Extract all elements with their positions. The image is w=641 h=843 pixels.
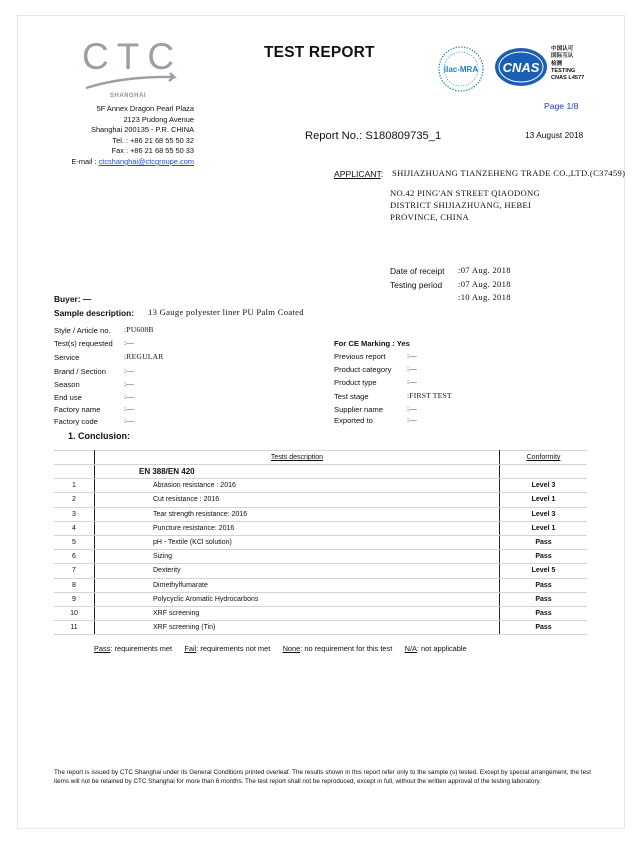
cnas-line: CNAS L4577 — [551, 75, 585, 82]
legend-text: : requirements met — [110, 644, 173, 653]
field-value: :PU608B — [124, 325, 154, 334]
testing-period-to: :10 Aug. 2018 — [458, 292, 511, 302]
conformity-value: Pass — [500, 606, 588, 620]
legend-text: : requirements not met — [196, 644, 271, 653]
field-value: :— — [407, 415, 418, 424]
conformity-header: Conformity — [500, 451, 588, 465]
company-address — [64, 104, 194, 168]
test-description: Tear strength resistance: 2016 — [95, 507, 500, 521]
tel-line: Tel. : +86 21 68 55 50 32 — [112, 135, 194, 145]
ilac-mra-logo — [437, 45, 485, 93]
field-value: :— — [124, 404, 135, 413]
conformity-value: Level 1 — [500, 493, 588, 507]
test-description: Cut resistance : 2016 — [95, 493, 500, 507]
field-label: Test(s) requested — [54, 339, 113, 348]
test-description: pH - Textile (KCl solution) — [95, 535, 500, 549]
report-number: Report No.: S180809735_1 — [305, 130, 442, 142]
applicant-address-line: NO.42 PING'AN STREET QIAODONG — [390, 188, 540, 198]
row-number: 4 — [54, 521, 95, 535]
row-number: 9 — [54, 592, 95, 606]
conformity-value: Pass — [500, 578, 588, 592]
cnas-logo — [492, 46, 550, 88]
field-value: :FIRST TEST — [407, 391, 452, 400]
email-label: E-mail : — [71, 156, 97, 166]
table-header-cell — [54, 451, 95, 465]
test-description: Polycyclic Aromatic Hydrocarbons — [95, 592, 500, 606]
row-number: 6 — [54, 550, 95, 564]
conformity-value: Level 3 — [500, 479, 588, 493]
ctc-logo-letters: CTC — [82, 36, 183, 77]
table-row — [54, 550, 587, 564]
field-label: Style / Article no. — [54, 326, 111, 335]
row-number: 11 — [54, 621, 95, 635]
buyer-field: Buyer: — — [54, 294, 92, 304]
address-line: Shanghai 200135 - P.R. CHINA — [91, 125, 194, 135]
test-description: XRF screening — [95, 606, 500, 620]
applicant-label-wrap: APPLICANT: — [334, 169, 384, 179]
table-cell — [54, 465, 95, 479]
cnas-accreditation-text — [551, 46, 584, 82]
ctc-swoosh-icon — [84, 72, 180, 90]
ilac-logo-text: ilac-MRA — [443, 65, 479, 74]
field-label: Previous report — [334, 352, 386, 361]
receipt-date-value: :07 Aug. 2018 — [458, 265, 511, 275]
field-label: Factory code — [54, 417, 98, 426]
standard-row — [54, 465, 587, 479]
field-value: :— — [124, 416, 135, 425]
field-value: :— — [124, 392, 135, 401]
report-title: TEST REPORT — [264, 44, 375, 61]
field-label: Brand / Section — [54, 367, 106, 376]
table-row — [54, 507, 587, 521]
legend-key: N/A — [404, 644, 417, 653]
standard-name: EN 388/EN 420 — [95, 465, 500, 479]
field-label: Product type — [334, 378, 377, 387]
cnas-logo-text: CNAS — [502, 60, 540, 75]
table-row — [54, 592, 587, 606]
field-label: Service — [54, 353, 80, 362]
row-number: 10 — [54, 606, 95, 620]
applicant-label: APPLICANT — [334, 169, 381, 179]
field-value: :— — [407, 364, 418, 373]
field-label: Season — [54, 380, 80, 389]
table-row — [54, 621, 587, 635]
applicant-address-line: DISTRICT SHIJIAZHUANG, HEBEI — [390, 200, 532, 210]
sample-description-value: 13 Gauge polyester liner PU Palm Coated — [148, 307, 304, 317]
field-value: :— — [124, 366, 135, 375]
table-row — [54, 521, 587, 535]
applicant-address-line: PROVINCE, CHINA — [390, 212, 469, 222]
applicant-name: SHIJIAZHUANG TIANZEHENG TRADE CO.,LTD.(C37459) — [392, 168, 626, 178]
test-description: Puncture resistance: 2016 — [95, 521, 500, 535]
field-label: Exported to — [334, 416, 373, 425]
sample-description-label: Sample description: — [54, 308, 135, 318]
row-number: 3 — [54, 507, 95, 521]
conclusion-table — [54, 450, 587, 635]
address-line: 5F Annex Dragon Pearl Plaza — [96, 104, 194, 113]
testing-period-from: :07 Aug. 2018 — [458, 279, 511, 289]
test-description: Sizing — [95, 550, 500, 564]
conformity-value: Pass — [500, 550, 588, 564]
ce-marking: For CE Marking : Yes — [334, 339, 410, 348]
table-row — [54, 535, 587, 549]
field-label: Supplier name — [334, 405, 383, 414]
field-label: Test stage — [334, 392, 369, 401]
field-label: Factory name — [54, 405, 101, 414]
email-line — [64, 157, 194, 168]
field-value: :REGULAR — [124, 352, 164, 361]
test-description: Dexterity — [95, 564, 500, 578]
table-cell — [500, 465, 588, 479]
conformity-value: Pass — [500, 621, 588, 635]
conclusion-heading: 1. Conclusion: — [68, 431, 131, 441]
legend-text: : not applicable — [416, 644, 467, 653]
field-label: Product category — [334, 365, 392, 374]
report-date: 13 August 2018 — [525, 130, 584, 140]
field-value: :— — [407, 351, 418, 360]
conformity-value: Level 3 — [500, 507, 588, 521]
legend-key: Pass — [94, 644, 111, 653]
row-number: 7 — [54, 564, 95, 578]
cnas-line: TESTING — [551, 67, 576, 74]
page-number: Page 1/8 — [544, 101, 579, 111]
conformity-value: Level 5 — [500, 564, 588, 578]
cnas-line: 中国认可 — [551, 46, 574, 52]
table-row — [54, 564, 587, 578]
footer-disclaimer: The report is issued by CTC Shanghai under its General Conditions printed overleaf. The results shown in this report refer only to the sample (s) tested. Except by special arrangement, the test items will not be retained by CTC Shanghai for more than 6 months. The test report shall not be reproduced, except in full, without the written approval of the testing laboratory. — [54, 769, 591, 786]
field-value: :— — [407, 404, 418, 413]
result-legend — [94, 644, 467, 653]
table-row — [54, 578, 587, 592]
test-description: Abrasion resistance : 2016 — [95, 479, 500, 493]
table-row — [54, 493, 587, 507]
field-value: :— — [124, 379, 135, 388]
applicant-address — [390, 187, 540, 223]
table-row — [54, 479, 587, 493]
ctc-logo — [82, 36, 182, 106]
email-link[interactable]: ctcshanghai@ctcgroupe.com — [98, 156, 194, 166]
row-number: 8 — [54, 578, 95, 592]
ctc-logo-city: SHANGHAI — [110, 93, 147, 99]
address-line: 2123 Pudong Avenue — [123, 114, 194, 124]
conformity-value: Pass — [500, 535, 588, 549]
row-number: 1 — [54, 479, 95, 493]
testing-period-label: Testing period — [390, 280, 443, 290]
legend-key: None — [282, 644, 301, 653]
cnas-line: 检测 — [551, 60, 563, 67]
receipt-date-label: Date of receipt — [390, 266, 445, 276]
fax-line: Fax : +86 21 68 55 50 33 — [111, 146, 194, 156]
cnas-line: 国际互认 — [551, 53, 574, 60]
row-number: 2 — [54, 493, 95, 507]
field-label: End use — [54, 393, 82, 402]
conformity-value: Level 1 — [500, 521, 588, 535]
field-value: :— — [407, 377, 418, 386]
field-value: :— — [124, 338, 135, 347]
conformity-value: Pass — [500, 592, 588, 606]
legend-text: : no requirement for this test — [300, 644, 393, 653]
test-description: XRF screening (Tin) — [95, 621, 500, 635]
legend-key: Fail — [184, 644, 197, 653]
test-description: Dimethylfumarate — [95, 578, 500, 592]
table-row — [54, 606, 587, 620]
tests-description-header: Tests description — [95, 451, 500, 465]
table-header-row — [54, 451, 587, 465]
row-number: 5 — [54, 535, 95, 549]
